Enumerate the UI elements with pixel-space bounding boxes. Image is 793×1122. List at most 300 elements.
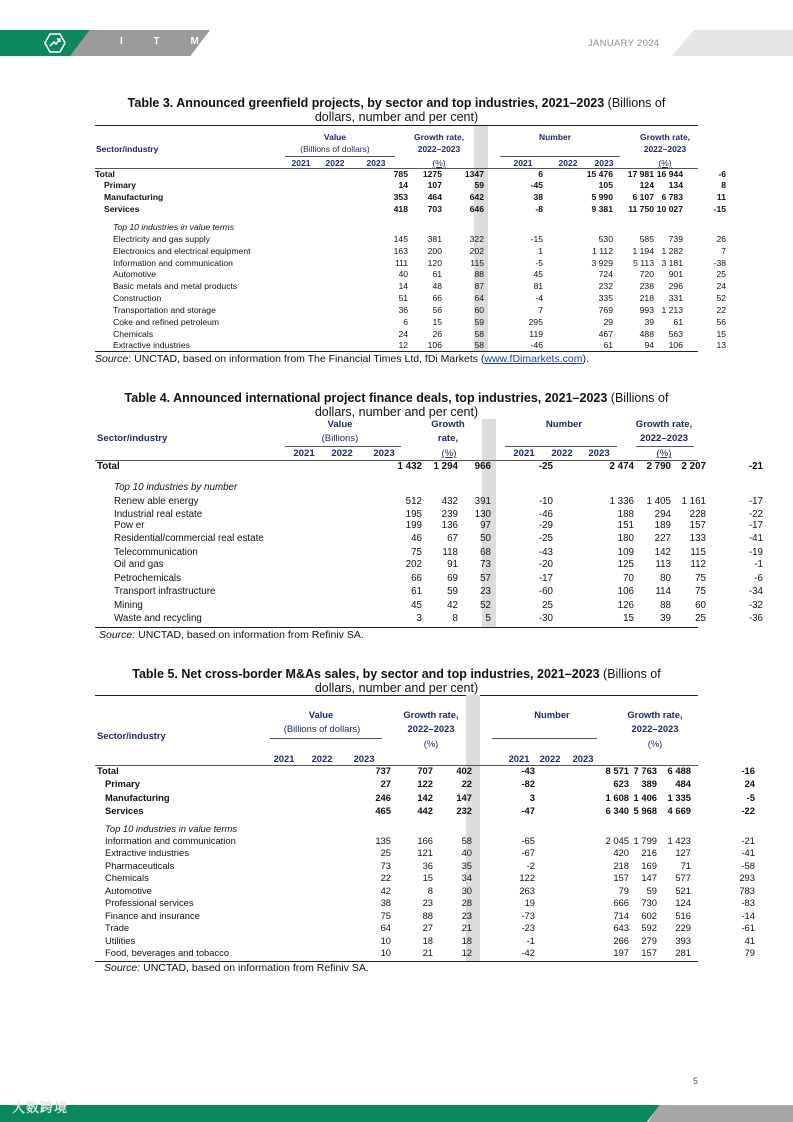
cell-growth: 81: [533, 281, 543, 291]
cell-value-2023: 402: [456, 765, 472, 776]
table3-h-growth: Growth rate,: [413, 132, 465, 142]
cell-value-2021: 246: [375, 792, 391, 803]
cell-number-2022: 294: [654, 509, 671, 520]
table5-caption: [95, 667, 698, 695]
footer-green-band: [0, 1105, 660, 1122]
table4-number-underline: [505, 446, 617, 447]
cell-number-2023: 393: [675, 935, 691, 946]
table3-source: [95, 353, 589, 365]
cell-number-2023: 6 783: [661, 192, 683, 202]
cell-growth-number: 79: [744, 947, 755, 958]
cell-growth: -67: [521, 847, 535, 858]
table4-h-sector: Sector/industry: [97, 433, 168, 444]
cell-number-2022: 592: [641, 922, 657, 933]
itm-logo-icon: [44, 33, 66, 53]
table5-title-unit-2: dollars, number and per cent): [314, 681, 479, 695]
cell-value-2022: 121: [417, 847, 433, 858]
cell-value-2022: 56: [432, 305, 442, 315]
cell-value-2023: 97: [480, 520, 491, 531]
cell-value-2023: 40: [461, 847, 472, 858]
table3-title-unit: (Billions of: [604, 96, 666, 110]
table-row: [95, 613, 763, 626]
table5-year-1: 2021: [273, 753, 295, 764]
cell-number-2021: 151: [617, 520, 634, 531]
cell-number-2023: 484: [675, 778, 691, 789]
table-row: [95, 792, 755, 804]
table-row: [95, 847, 755, 859]
cell-number-2021: 714: [613, 910, 629, 921]
cell-number-2023: 296: [668, 281, 683, 291]
cell-growth-number: -22: [741, 805, 755, 816]
cell-growth-number: 56: [716, 317, 726, 327]
table-row: [95, 258, 726, 269]
cell-number-2022: 218: [639, 293, 654, 303]
cell-value-2022: 18: [422, 935, 433, 946]
cell-number-2023: 133: [689, 533, 706, 544]
cell-growth-number: -16: [741, 765, 755, 776]
cell-value-2021: 6: [403, 317, 408, 327]
table-row: [95, 520, 763, 533]
row-label: Electricity and gas supply: [113, 234, 210, 244]
cell-value-2021: 24: [398, 329, 408, 339]
cell-value-2021: 3: [416, 613, 422, 624]
table-row: [95, 573, 763, 586]
cell-number-2023: 739: [668, 234, 683, 244]
cell-growth: 1: [538, 246, 543, 256]
table-row: [95, 885, 755, 897]
page-number: 5: [693, 1076, 699, 1086]
cell-value-2022: 381: [427, 234, 442, 244]
cell-number-2023: 10 027: [656, 204, 683, 214]
table-row: [95, 329, 726, 340]
row-label: Construction: [113, 293, 162, 303]
cell-value-2022: 27: [422, 922, 433, 933]
cell-value-2022: 166: [417, 835, 433, 846]
cell-value-2022: 442: [417, 805, 433, 816]
cell-number-2022: 7 763: [633, 765, 657, 776]
source-text: UNCTAD, based on information from Refiniv SA.: [135, 629, 364, 641]
cell-value-2022: 48: [432, 281, 442, 291]
cell-value-2021: 38: [380, 897, 391, 908]
cell-number-2022: 39: [644, 317, 654, 327]
cell-number-2022: 602: [641, 910, 657, 921]
cell-number-2021: 29: [603, 317, 613, 327]
table4-h-value: Value: [327, 419, 353, 430]
cell-value-2023: 68: [480, 547, 491, 558]
cell-growth: 25: [542, 600, 553, 611]
cell-number-2021: 1 336: [609, 496, 634, 507]
cell-number-2022: 80: [660, 573, 671, 584]
cell-growth: -8: [535, 204, 543, 214]
cell-number-2023: 157: [689, 520, 706, 531]
table4-h-number: Number: [545, 419, 583, 430]
cell-number-2023: 521: [675, 885, 691, 896]
cell-number-2021: 125: [617, 559, 634, 570]
cell-value-2022: 15: [422, 872, 433, 883]
cell-value-2023: 5: [485, 613, 491, 624]
cell-value-2023: 115: [470, 258, 484, 268]
table-row: [95, 204, 726, 215]
cell-growth-number: 15: [716, 329, 726, 339]
cell-value-2023: 57: [480, 573, 491, 584]
cell-number-2021: 3 929: [591, 258, 613, 268]
cell-number-2023: 577: [675, 872, 691, 883]
table4-caption: [95, 391, 698, 419]
cell-value-2023: 28: [461, 897, 472, 908]
cell-growth: -10: [538, 496, 553, 507]
cell-value-2022: 142: [417, 792, 433, 803]
cell-number-2021: 467: [598, 329, 613, 339]
cell-growth-number: -21: [748, 461, 763, 472]
row-label: Extractive industries: [113, 340, 190, 350]
table-row: [95, 192, 726, 203]
table4-title-unit: (Billions of: [607, 391, 669, 405]
cell-value-2022: 8: [427, 885, 433, 896]
cell-number-2022: 169: [641, 860, 657, 871]
table4-num-year-3: 2023: [588, 448, 610, 459]
row-label: Information and communication: [105, 835, 236, 846]
row-label: Renew able energy: [114, 496, 199, 507]
cell-value-2023: 58: [474, 340, 484, 350]
table3-h-sector: Sector/industry: [96, 144, 159, 154]
cell-growth: 7: [538, 305, 543, 315]
cell-number-2023: 61: [673, 317, 683, 327]
cell-value-2023: 52: [480, 600, 491, 611]
row-label: Food, beverages and tobacco: [105, 947, 230, 958]
table-row: [95, 305, 726, 316]
cell-number-2023: 2 207: [681, 461, 706, 472]
cell-growth: -30: [538, 613, 553, 624]
cell-number-2023: 6 488: [667, 765, 691, 776]
cell-number-2023: 124: [675, 897, 691, 908]
cell-number-2023: 1 335: [667, 792, 691, 803]
table5-subheading: [95, 823, 698, 835]
cell-number-2023: 1 282: [661, 246, 683, 256]
cell-growth: -73: [521, 910, 535, 921]
table5-num-year-1: 2021: [508, 753, 530, 764]
cell-value-2023: 1347: [464, 169, 484, 179]
cell-number-2021: 218: [613, 860, 629, 871]
cell-value-2022: 59: [447, 586, 458, 597]
cell-growth-number: 13: [716, 340, 726, 350]
cell-value-2022: 15: [432, 317, 442, 327]
table-row: [95, 293, 726, 304]
cell-growth: 19: [524, 897, 535, 908]
table5-num-year-3: 2023: [572, 753, 594, 764]
cell-value-2022: 106: [427, 340, 442, 350]
footer-grey-band: [648, 1105, 793, 1122]
row-label: Chemicals: [105, 872, 149, 883]
row-label: Primary: [104, 180, 137, 190]
table-row: [95, 586, 763, 599]
cell-number-2023: 229: [675, 922, 691, 933]
row-label: Primary: [105, 778, 140, 789]
row-label: Automotive: [113, 269, 156, 279]
cell-number-2022: 216: [641, 847, 657, 858]
cell-value-2021: 353: [393, 192, 408, 202]
cell-number-2022: 39: [660, 613, 671, 624]
cell-value-2022: 23: [422, 897, 433, 908]
cell-number-2023: 4 669: [667, 805, 691, 816]
cell-value-2022: 122: [417, 778, 433, 789]
table4-h-growth-unit: (%): [441, 448, 457, 459]
cell-value-2021: 111: [394, 258, 408, 268]
cell-number-2021: 15 476: [586, 169, 613, 179]
cell-value-2022: 432: [441, 496, 458, 507]
table5-year-3: 2023: [353, 753, 375, 764]
cell-value-2023: 202: [469, 246, 484, 256]
table3-bottom-rule: [95, 351, 698, 352]
cell-growth: 295: [528, 317, 543, 327]
cell-value-2021: 465: [375, 805, 391, 816]
cell-number-2022: 142: [654, 547, 671, 558]
cell-growth: -1: [526, 935, 535, 946]
cell-value-2023: 73: [480, 559, 491, 570]
cell-number-2023: 25: [695, 613, 706, 624]
cell-growth-number: -58: [741, 860, 755, 871]
fdimarkets-link[interactable]: www.fDimarkets.com: [484, 353, 583, 365]
table5-title-unit: (Billions of: [599, 667, 661, 681]
cell-growth-number: 8: [721, 180, 726, 190]
row-label: Services: [105, 805, 144, 816]
cell-growth-number: 25: [716, 269, 726, 279]
cell-growth: -2: [526, 860, 535, 871]
cell-growth-number: -32: [748, 600, 763, 611]
table5-h-growth-unit: (%): [423, 738, 439, 749]
table4-h-growth-sub: rate,: [437, 433, 459, 444]
cell-value-2021: 25: [380, 847, 391, 858]
cell-value-2021: 75: [411, 547, 422, 558]
table4-h-growth2-unit: (%): [656, 448, 672, 459]
row-label: Utilities: [105, 935, 136, 946]
cell-number-2021: 643: [613, 922, 629, 933]
cell-number-2021: 666: [613, 897, 629, 908]
cell-number-2021: 15: [623, 613, 634, 624]
source-text: UNCTAD, based on information from Refiniv SA.: [140, 962, 369, 974]
cell-value-2022: 107: [427, 180, 442, 190]
cell-value-2022: 42: [447, 600, 458, 611]
cell-value-2021: 512: [405, 496, 422, 507]
table5-h-growth2-unit: (%): [647, 738, 663, 749]
cell-number-2023: 1 213: [661, 305, 683, 315]
table-row: [95, 281, 726, 292]
cell-number-2021: 79: [618, 885, 629, 896]
cell-number-2021: 335: [598, 293, 613, 303]
cell-growth-number: -1: [754, 559, 763, 570]
cell-value-2023: 58: [474, 329, 484, 339]
row-label: Waste and recycling: [114, 613, 202, 624]
table4-h-growth: Growth: [431, 419, 465, 430]
cell-value-2023: 22: [461, 778, 472, 789]
cell-value-2022: 26: [432, 329, 442, 339]
cell-value-2023: 21: [461, 922, 472, 933]
row-label: Basic metals and metal products: [113, 281, 238, 291]
cell-growth-number: 41: [744, 935, 755, 946]
cell-number-2023: 1 423: [667, 835, 691, 846]
source-label: Source:: [99, 629, 136, 641]
subheading-text: Top 10 industries in value terms: [113, 222, 235, 232]
cell-value-2023: 34: [461, 872, 472, 883]
cell-growth: -43: [521, 765, 535, 776]
row-label: Information and communication: [113, 258, 233, 268]
table4-subheading: [95, 482, 698, 495]
source-end: ).: [582, 353, 589, 365]
cell-number-2022: 94: [644, 340, 654, 350]
row-label: Petrochemicals: [114, 573, 181, 584]
cell-growth: 119: [529, 329, 543, 339]
cell-growth: -20: [538, 559, 553, 570]
cell-number-2022: 11 750: [628, 204, 654, 214]
cell-number-2022: 189: [654, 520, 671, 531]
row-label: Finance and insurance: [105, 910, 200, 921]
table5-title: Table 5. Net cross-border M&As sales, by sector and top industries, 2021–2023: [132, 667, 600, 681]
cell-number-2023: 75: [695, 586, 706, 597]
cell-growth-number: -34: [748, 586, 763, 597]
cell-growth-number: -83: [741, 897, 755, 908]
cell-number-2021: 197: [613, 947, 629, 958]
table5-h-growth: Growth rate,: [403, 709, 459, 720]
cell-number-2023: 901: [668, 269, 683, 279]
table4-num-year-2: 2022: [551, 448, 573, 459]
cell-number-2021: 109: [617, 547, 634, 558]
cell-number-2021: 623: [613, 778, 629, 789]
cell-growth-number: 293: [739, 872, 755, 883]
cell-growth-number: 22: [716, 305, 726, 315]
cell-number-2023: 60: [695, 600, 706, 611]
cell-growth: 3: [529, 792, 535, 803]
cell-growth-number: 52: [716, 293, 726, 303]
row-label: Pow er: [114, 520, 145, 531]
row-label: Manufacturing: [105, 792, 170, 803]
table-row: [95, 559, 763, 572]
cell-growth: -43: [538, 547, 553, 558]
cell-value-2021: 418: [393, 204, 408, 214]
cell-number-2023: 516: [675, 910, 691, 921]
cell-value-2021: 75: [380, 910, 391, 921]
cell-number-2021: 157: [613, 872, 629, 883]
row-label: Telecommunication: [114, 547, 198, 558]
cell-growth: -42: [521, 947, 535, 958]
cell-growth: -46: [530, 340, 543, 350]
cell-value-2023: 64: [474, 293, 484, 303]
cell-growth: -25: [538, 461, 553, 472]
table-row: [95, 169, 726, 180]
cell-value-2022: 136: [441, 520, 458, 531]
table5-h-growth2-sub: 2022–2023: [631, 723, 679, 734]
header-brand: I T M: [120, 36, 213, 47]
cell-number-2022: 113: [655, 559, 671, 570]
row-label: Chemicals: [113, 329, 154, 339]
table-row: [95, 910, 755, 922]
cell-growth-number: -61: [741, 922, 755, 933]
row-label: Services: [104, 204, 140, 214]
row-label: Total: [97, 461, 120, 472]
cell-growth-number: -5: [746, 792, 755, 803]
cell-value-2023: 322: [469, 234, 484, 244]
cell-value-2023: 232: [456, 805, 472, 816]
cell-value-2023: 646: [469, 204, 484, 214]
cell-number-2022: 1 799: [633, 835, 657, 846]
row-label: Total: [95, 169, 115, 179]
cell-growth: -47: [521, 805, 535, 816]
cell-value-2021: 10: [380, 947, 391, 958]
table5-number-underline: [492, 738, 597, 739]
cell-value-2021: 45: [411, 600, 422, 611]
cell-number-2021: 61: [603, 340, 613, 350]
cell-growth: -60: [538, 586, 553, 597]
cell-number-2021: 5 990: [591, 192, 613, 202]
row-label: Total: [97, 765, 119, 776]
row-label: Extractive industries: [105, 847, 189, 858]
row-label: Manufacturing: [104, 192, 164, 202]
cell-number-2023: 1 161: [681, 496, 706, 507]
cell-value-2021: 42: [380, 885, 391, 896]
cell-value-2023: 35: [461, 860, 472, 871]
table-row: [95, 246, 726, 257]
table3-value-underline: [285, 156, 395, 157]
subheading-text: Top 10 industries by number: [114, 482, 238, 493]
row-label: Mining: [114, 600, 143, 611]
cell-number-2022: 279: [641, 935, 657, 946]
cell-number-2023: 75: [695, 573, 706, 584]
cell-value-2022: 88: [422, 910, 433, 921]
table3-num-year-2: 2022: [558, 158, 578, 168]
table3-num-year-1: 2021: [513, 158, 533, 168]
table3-h-growth2: Growth rate,: [639, 132, 691, 142]
cell-number-2023: 71: [680, 860, 691, 871]
table-row: [95, 180, 726, 191]
cell-number-2022: 157: [641, 947, 657, 958]
cell-value-2023: 50: [480, 533, 491, 544]
cell-value-2023: 966: [474, 461, 491, 472]
cell-number-2021: 266: [613, 935, 629, 946]
cell-growth: 122: [519, 872, 535, 883]
table5-num-year-2: 2022: [539, 753, 561, 764]
table3-top-rule: [95, 125, 698, 126]
cell-value-2023: 391: [474, 496, 491, 507]
cell-value-2022: 1275: [422, 169, 442, 179]
cell-number-2022: 5 113: [633, 258, 654, 268]
cell-growth: 38: [533, 192, 543, 202]
table4-value-underline: [285, 446, 401, 447]
table-row: [95, 778, 755, 790]
table4-title-unit-2: dollars, number and per cent): [314, 405, 479, 419]
cell-number-2021: 1 112: [592, 246, 613, 256]
table-row: [95, 860, 755, 872]
cell-number-2022: 1 194: [632, 246, 654, 256]
cell-growth-number: -41: [741, 847, 755, 858]
cell-number-2021: 105: [598, 180, 613, 190]
cell-number-2021: 2 474: [609, 461, 634, 472]
cell-value-2022: 118: [442, 547, 458, 558]
table3-subheading: [95, 222, 698, 233]
cell-number-2021: 70: [623, 573, 634, 584]
cell-value-2021: 195: [405, 509, 422, 520]
row-label: Automotive: [105, 885, 152, 896]
cell-value-2023: 12: [461, 947, 472, 958]
row-label: Industrial real estate: [114, 509, 203, 520]
table4-h-value-sub: (Billions): [321, 433, 359, 444]
cell-value-2022: 91: [447, 559, 458, 570]
cell-value-2021: 785: [393, 169, 408, 179]
table4-num-year-1: 2021: [513, 448, 535, 459]
cell-value-2021: 27: [380, 778, 391, 789]
row-label: Electronics and electrical equipment: [113, 246, 251, 256]
cell-number-2023: 3 181: [661, 258, 683, 268]
table-row: [95, 547, 763, 560]
table5-h-number: Number: [534, 709, 570, 720]
cell-number-2022: 1 406: [633, 792, 657, 803]
